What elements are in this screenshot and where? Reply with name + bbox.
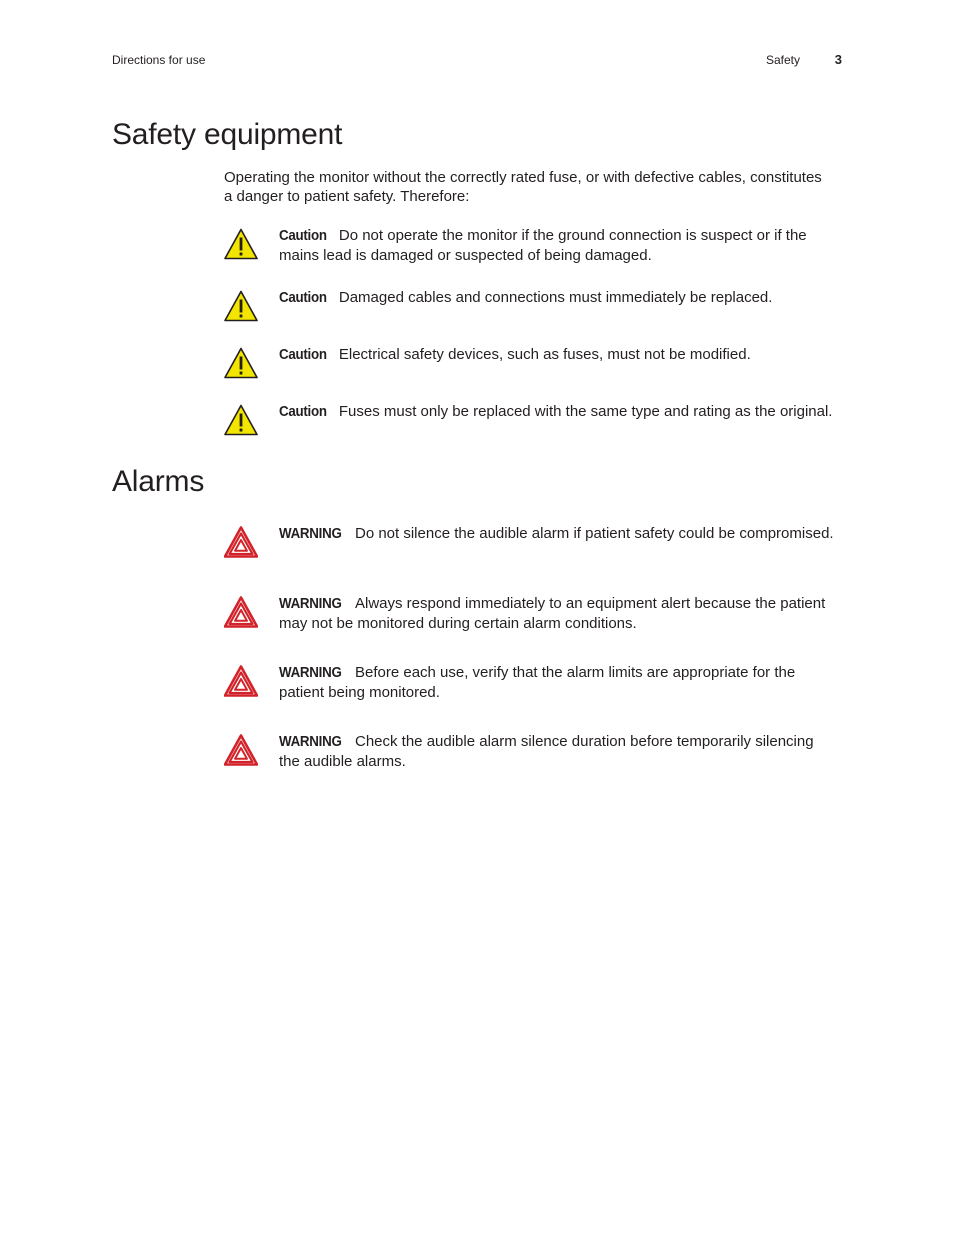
caution-triangle-icon [224,290,258,322]
page-number: 3 [834,52,842,67]
caution-text [279,402,836,422]
warning-message: Before each use, verify that the alarm limits are appropriate for the patient being monitored. [279,664,796,701]
document-title: Directions for use [112,53,206,67]
caution-label: Caution [279,290,327,306]
warning-message: Check the audible alarm silence duration before temporarily silencing the audible alarms. [279,733,814,770]
warning-notice [224,594,836,642]
warning-text [279,732,836,771]
caution-notice [224,345,836,393]
caution-label: Caution [279,404,327,420]
warning-notice [224,732,836,780]
chapter-title: Safety [765,53,800,67]
safety-intro-paragraph: Operating the monitor without the correctly rated fuse, or with defective cables, constitutes a danger to patient safety. Therefore: [224,169,822,205]
section-heading-safety-equipment: Safety equipment [112,118,343,151]
warning-text [279,663,836,702]
running-header [112,53,842,71]
caution-message: Damaged cables and connections must immediately be replaced. [338,289,773,306]
caution-notice [224,402,836,450]
caution-notice [224,226,836,274]
warning-label: WARNING [279,526,342,542]
caution-label: Caution [279,347,327,363]
caution-message: Electrical safety devices, such as fuses, must not be modified. [338,346,751,363]
caution-message: Fuses must only be replaced with the same type and rating as the original. [338,403,833,420]
caution-notice [224,288,836,336]
warning-triangle-icon [224,526,258,558]
caution-triangle-icon [224,347,258,379]
caution-label: Caution [279,228,327,244]
warning-message: Always respond immediately to an equipment alert because the patient may not be monitored during certain alarm conditions. [279,595,826,632]
warning-text [279,524,836,544]
warning-triangle-icon [224,734,258,766]
caution-triangle-icon [224,228,258,260]
warning-notice [224,663,836,711]
caution-text [279,226,836,265]
warning-label: WARNING [279,665,342,681]
warning-label: WARNING [279,734,342,750]
warning-triangle-icon [224,665,258,697]
caution-triangle-icon [224,404,258,436]
warning-label: WARNING [279,596,342,612]
warning-notice [224,524,836,572]
caution-message: Do not operate the monitor if the ground connection is suspect or if the mains lead is damaged or suspected of being damaged. [279,227,807,264]
caution-text [279,288,836,308]
caution-text [279,345,836,365]
warning-message: Do not silence the audible alarm if patient safety could be compromised. [354,525,834,542]
warning-triangle-icon [224,596,258,628]
section-heading-alarms: Alarms [112,465,205,498]
warning-text [279,594,836,633]
